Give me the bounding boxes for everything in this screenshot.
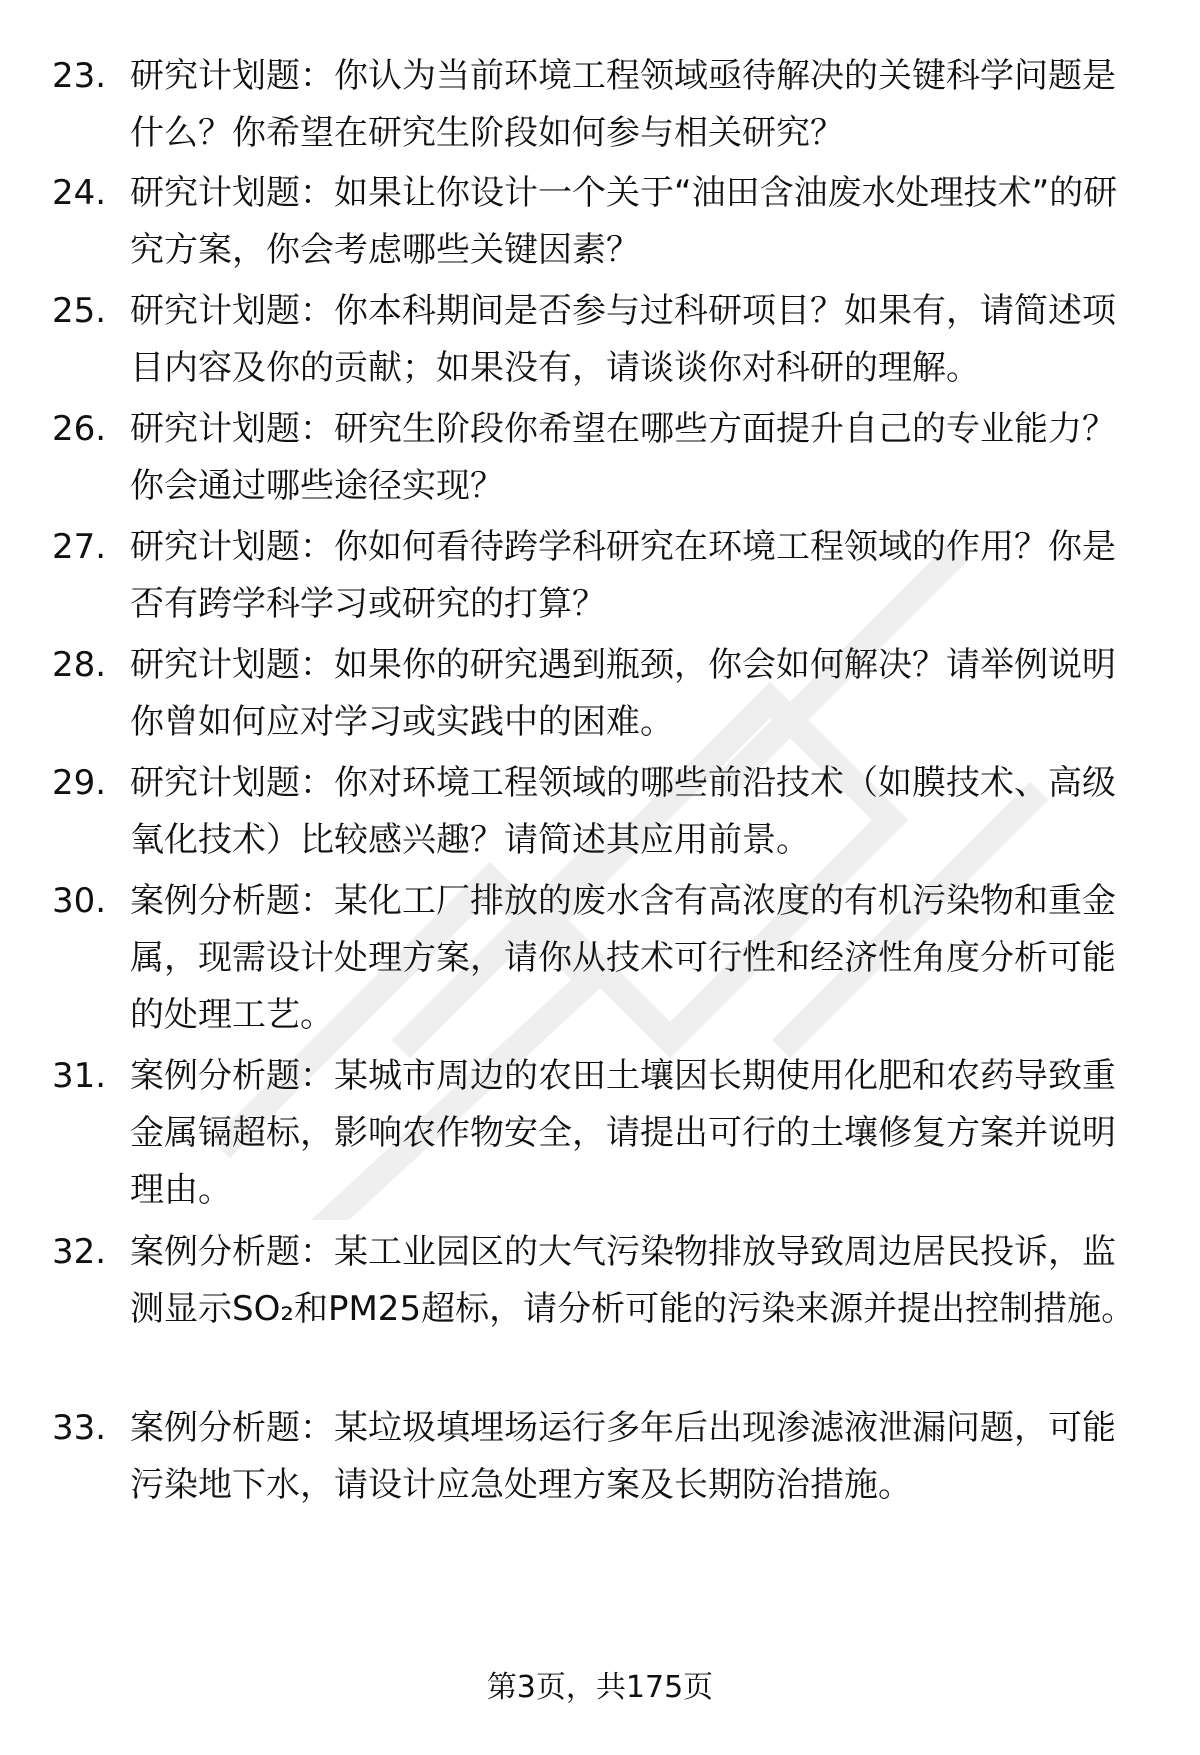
question-text: 案例分析题：某工业园区的大气污染物排放导致周边居民投诉，监测显示SO₂和PM25超标，请分析可能的污染来源并提出控制措施。	[130, 1232, 1136, 1329]
question-text: 研究计划题：研究生阶段你希望在哪些方面提升自己的专业能力？你会通过哪些途径实现？	[130, 409, 1116, 506]
question-number: 27.	[52, 527, 107, 567]
question-text: 研究计划题：如果你的研究遇到瓶颈，你会如何解决？请举例说明你曾如何应对学习或实践中的困难。	[130, 645, 1116, 742]
question-number: 29.	[52, 763, 107, 803]
question-text: 研究计划题：你本科期间是否参与过科研项目？如果有，请简述项目内容及你的贡献；如果没有，请谈谈你对科研的理解。	[130, 291, 1116, 388]
question-number: 26.	[52, 409, 107, 449]
question-text: 研究计划题：你如何看待跨学科研究在环境工程领域的作用？你是否有跨学科学习或研究的打算？	[130, 527, 1116, 624]
question-text: 研究计划题：如果让你设计一个关于“油田含油废水处理技术”的研究方案，你会考虑哪些关键因素？	[130, 173, 1118, 270]
question-number: 30.	[52, 881, 107, 921]
question-text: 研究计划题：你对环境工程领域的哪些前沿技术（如膜技术、高级氧化技术）比较感兴趣？请简述其应用前景。	[130, 763, 1116, 860]
question-text: 案例分析题：某垃圾填埋场运行多年后出现渗滤液泄漏问题，可能污染地下水，请设计应急处理方案及长期防治措施。	[130, 1408, 1116, 1505]
question-number: 23.	[52, 56, 107, 96]
question-number: 33.	[52, 1408, 107, 1448]
question-number: 28.	[52, 645, 107, 685]
question-number: 32.	[52, 1232, 107, 1272]
page-number-label: 第3页，共175页	[486, 1670, 714, 1705]
question-number: 25.	[52, 291, 107, 331]
question-text: 案例分析题：某城市周边的农田土壤因长期使用化肥和农药导致重金属镉超标，影响农作物安全，请提出可行的土壤修复方案并说明理由。	[130, 1056, 1116, 1210]
question-text: 研究计划题：你认为当前环境工程领域亟待解决的关键科学问题是什么？你希望在研究生阶段如何参与相关研究？	[130, 56, 1116, 153]
question-number: 31.	[52, 1056, 107, 1096]
question-text: 案例分析题：某化工厂排放的废水含有高浓度的有机污染物和重金属，现需设计处理方案，请你从技术可行性和经济性角度分析可能的处理工艺。	[130, 881, 1116, 1035]
page-footer	[0, 1668, 1200, 1708]
question-number: 24.	[52, 173, 107, 213]
